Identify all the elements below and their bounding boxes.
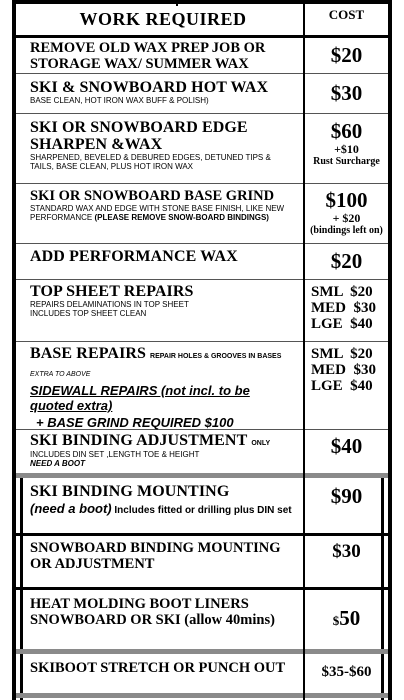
row-sizes: SML $20 MED $30 LGE $40 bbox=[311, 284, 376, 332]
row-cost: $40 bbox=[330, 434, 363, 458]
row-description: ADD PERFORMANCE WAX bbox=[30, 248, 238, 265]
row-description: SNOWBOARD BINDING MOUNTING OR ADJUSTMENT bbox=[30, 540, 281, 572]
row-description: SKI BINDING MOUNTING (need a boot) Includes fitted or drilling plus DIN set bbox=[30, 483, 292, 516]
table-row bbox=[16, 536, 388, 590]
row-sizes: SML $20 MED $30 LGE $40 bbox=[311, 346, 376, 394]
row-description: HEAT MOLDING BOOT LINERS SNOWBOARD OR SKI (allow 40mins) bbox=[30, 596, 275, 628]
row-description: BASE REPAIRS REPAIR HOLES & GROOVES IN BASES EXTRA TO ABOVE SIDEWALL REPAIRS (not incl. to be quoted extra) + BASE GRIND REQUIRED $100 bbox=[28, 342, 300, 429]
table-row bbox=[16, 114, 388, 184]
row-cost: $90 bbox=[330, 484, 363, 508]
row-description: SKI & SNOWBOARD HOT WAX BASE CLEAN, HOT IRON WAX BUFF & POLISH) bbox=[30, 79, 269, 105]
sidewall-note: SIDEWALL REPAIRS (not incl. to be quoted extra) bbox=[30, 383, 250, 413]
table-row bbox=[16, 244, 388, 280]
table-row bbox=[16, 478, 388, 536]
table-header bbox=[16, 0, 388, 38]
row-cost: $20 bbox=[330, 43, 363, 67]
column-divider bbox=[303, 0, 305, 700]
row-cost: $35-$60 bbox=[321, 664, 372, 680]
row-cost: $60 +$10 Rust Surcharge bbox=[313, 119, 380, 167]
row-description: SKIBOOT STRETCH OR PUNCH OUT bbox=[30, 660, 286, 676]
header-work: WORK REQUIRED bbox=[79, 9, 247, 29]
price-table bbox=[12, 0, 392, 700]
boxed-section bbox=[16, 478, 388, 700]
row-description: SKI OR SNOWBOARD EDGE SHARPEN &WAX SHARPENED, BEVELED & DEBURED EDGES, DETUNED TIPS & TAILS, BASE CLEAN, PLUS HOT IRON WAX bbox=[30, 119, 271, 171]
table-row bbox=[16, 74, 388, 114]
grind-note: + BASE GRIND REQUIRED $100 bbox=[36, 415, 234, 430]
row-description: SKI OR SNOWBOARD BASE GRIND STANDARD WAX AND EDGE WITH STONE BASE FINISH, LIKE NEW PERFORMANCE (PLEASE REMOVE SNOW-BOARD BINDINGS) bbox=[30, 188, 285, 222]
row-cost: $20 bbox=[330, 249, 363, 273]
table-row bbox=[16, 342, 388, 430]
table-row bbox=[16, 654, 388, 698]
row-description: REMOVE OLD WAX PREP JOB OR STORAGE WAX/ SUMMER WAX bbox=[30, 40, 266, 72]
table-row bbox=[16, 590, 388, 654]
table-row bbox=[16, 184, 388, 244]
row-cost: $50 bbox=[332, 606, 361, 630]
row-cost: $30 bbox=[332, 541, 361, 562]
row-cost: $100 + $20 (bindings left on) bbox=[310, 188, 383, 236]
table-row bbox=[16, 280, 388, 342]
table-row bbox=[16, 38, 388, 74]
row-cost: $30 bbox=[330, 81, 363, 105]
table-row bbox=[16, 430, 388, 478]
header-cost: COST bbox=[328, 7, 365, 22]
row-description: SKI BINDING ADJUSTMENT ONLY INCLUDES DIN SET ,LENGTH TOE & HEIGHT NEED A BOOT bbox=[30, 432, 271, 468]
row-description: TOP SHEET REPAIRS REPAIRS DELAMINATIONS IN TOP SHEET INCLUDES TOP SHEET CLEAN bbox=[30, 283, 194, 318]
